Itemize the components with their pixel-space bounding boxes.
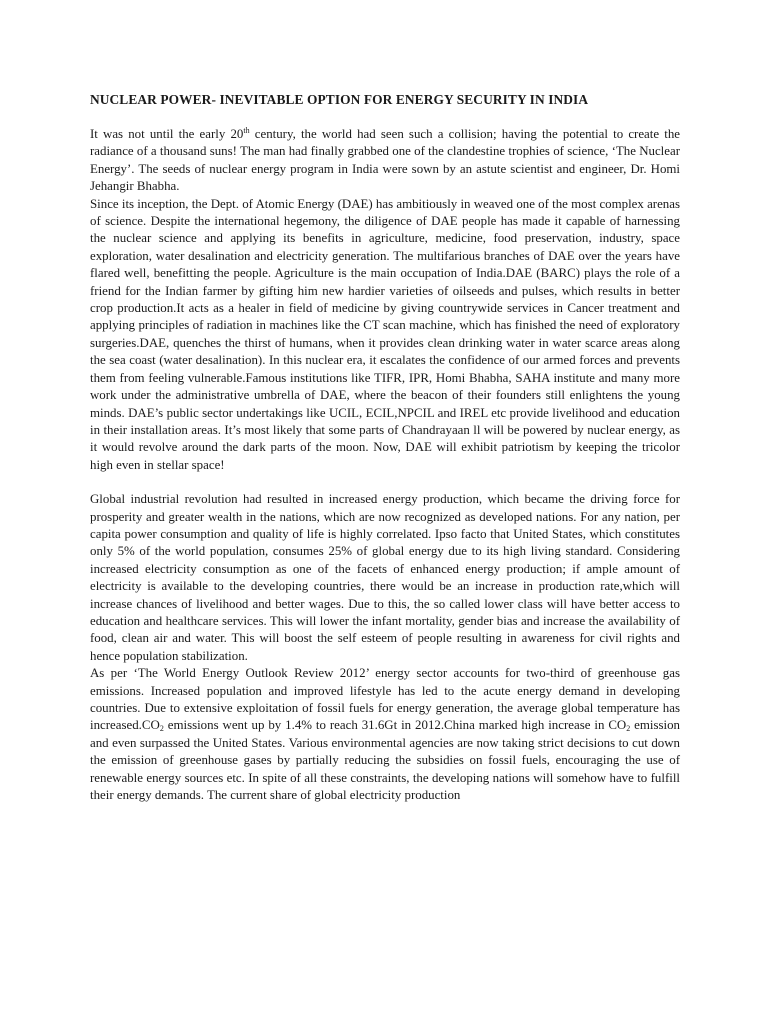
document-title: NUCLEAR POWER- INEVITABLE OPTION FOR ENERGY SECURITY IN INDIA xyxy=(90,92,589,107)
paragraph-energy-outlook-text-c: emission and even surpassed the United States. Various environmental agencies are now taking strict decisions to cut down the emission of greenhouse gases by partially reducing the subsidies on fossil fuels, encouraging the use of renewable energy sources etc. In spite of all these constraints, the developing nations will somehow have to fulfill their energy demands. The current share of global electricity production xyxy=(90,718,680,803)
subscript-2: 2 xyxy=(159,724,164,734)
paragraph-industrial-revolution: Global industrial revolution had resulted in increased energy production, which became the driving force for prosperity and greater wealth in the nations, which are now recognized as developed nations. For any nation, per capita power consumption and quality of life is highly correlated. Ipso facto that United States, which constitutes only 5% of the world population, consumes 25% of global energy due to its high living standard. Considering increased electricity consumption as one of the facets of enhanced energy production; if ample amount of electricity is available to the developing countries, there would be an increase in production rate,which will increase chances of livelihood and better wages. Due to this, the so called lower class will have better access to education and healthcare services. This will lower the infant mortality, gender bias and increase the availability of food, clean air and water. This will boost the self esteem of people resulting in awareness for civil rights and hence population stabilization. xyxy=(90,492,680,663)
superscript-th: th xyxy=(243,126,250,135)
paragraph-energy-outlook-text-a: As per ‘The World Energy Outlook Review 2012’ energy sector accounts for two-third of greenhouse gas emissions. Increased population and improved lifestyle has led to the acute energy demand in developing countries. Due to extensive exploitation of fossil fuels for energy generation, the average global temperature has increased.CO xyxy=(90,666,680,733)
subscript-2: 2 xyxy=(626,724,631,734)
paragraph-gap xyxy=(90,474,680,491)
paragraph-energy-outlook-text-b: emissions went up by 1.4% to reach 31.6Gt in 2012.China marked high increase in CO xyxy=(163,718,627,733)
paragraph-intro-text-a: It was not until the early 20 xyxy=(90,127,244,141)
document-page xyxy=(90,92,680,804)
paragraph-dae: Since its inception, the Dept. of Atomic Energy (DAE) has ambitiously in weaved one of the most complex arenas of science. Despite the international hegemony, the diligence of DAE people has made it capable of harnessing the nuclear science and applying its benefits in agriculture, medicine, food preservation, industry, space exploration, water desalination and electricity generation. The multifarious branches of DAE over the years have flared well, benefitting the people. Agriculture is the main occupation of India.DAE (BARC) plays the role of a friend for the Indian farmer by gifting him new hardier varieties of oilseeds and pulses, which results in better crop production.It acts as a healer in field of medicine by giving countrywide services in Cancer treatment and applying principles of radiation in machines like the CT scan machine, which has finished the need of exploratory surgeries.DAE, quenches the thirst of humans, when it provides clean drinking water in water scarce areas along the sea coast (water desalination). In this nuclear era, it escalates the confidence of our armed forces and prevents them from feeling vulnerable.Famous institutions like TIFR, IPR, Homi Bhabha, SAHA institute and many more work under the administrative umbrella of DAE, where the beacon of their founders still enlightens the young minds. DAE’s public sector undertakings like UCIL, ECIL,NPCIL and IREL etc provide livelihood and education in their installation areas. It’s most likely that some parts of Chandrayaan ll will be powered by nuclear energy, as it would revolve around the dark parts of the moon. Now, DAE will exhibit patriotism by keeping the tricolor high even in stellar space! xyxy=(90,196,680,472)
paragraph-intro xyxy=(90,126,680,196)
paragraph-energy-outlook xyxy=(90,665,680,804)
paragraph-intro-text-b: century, the world had seen such a collision; having the potential to create the radiance of a thousand suns! The man had finally grabbed one of the clandestine trophies of science, ‘The Nuclear Energy’. The seeds of nuclear energy program in India were sown by an astute scientist and engineer, Dr. Homi Jehangir Bhabha. xyxy=(90,127,680,194)
